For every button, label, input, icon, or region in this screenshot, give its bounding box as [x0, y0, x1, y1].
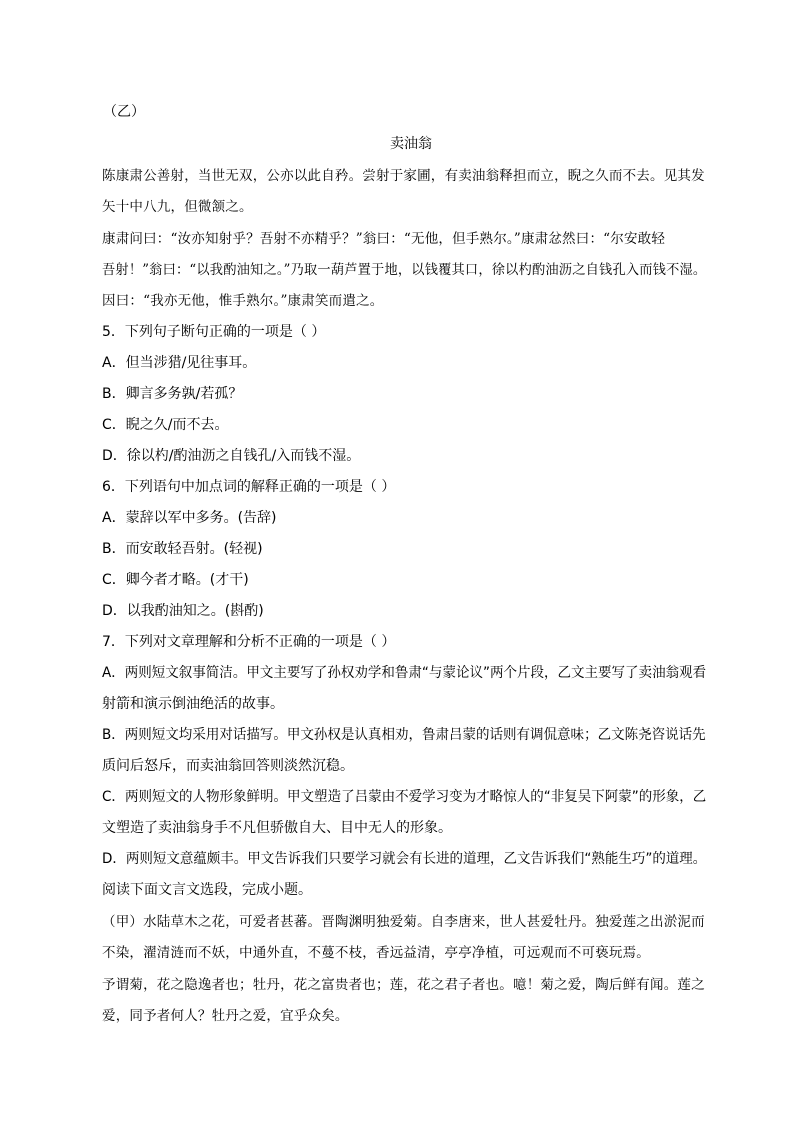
option-line: 文塑造了卖油翁身手不凡但骄傲自大、目中无人的形象。 — [102, 820, 452, 836]
option-line: B．两则短文均采用对话描写。甲文孙权是认真相劝，鲁肃吕蒙的话则有调侃意味；乙文陈尧咨说话先 — [102, 727, 706, 743]
option-line: A．两则短文叙事简洁。甲文主要写了孙权劝学和鲁肃“与蒙论议”两个片段，乙文主要写了卖油翁观看 — [102, 665, 707, 681]
option-line: 射箭和演示倒油绝活的故事。 — [102, 696, 284, 712]
passage-line: 予谓菊，花之隐逸者也；牡丹，花之富贵者也；莲，花之君子者也。噫！菊之爱，陶后鲜有闻。莲之 — [102, 977, 705, 993]
option-line: D．徐以杓/酌油沥之自钱孔/入而钱不湿。 — [102, 448, 361, 464]
option-line: B．而安敢轻吾射。(轻视) — [102, 541, 263, 557]
option-line: B．卿言多务孰/若孤？ — [102, 386, 243, 402]
passage-line: 陈康肃公善射，当世无双，公亦以此自矜。尝射于家圃，有卖油翁释担而立，睨之久而不去。见其发 — [102, 168, 705, 184]
option-line: C．两则短文的人物形象鲜明。甲文塑造了吕蒙由不爱学习变为才略惊人的“非复吴下阿蒙”的形象，乙 — [102, 789, 707, 805]
question-5: 5．下列句子断句正确的一项是（ ） — [102, 324, 326, 340]
option-line: C．睨之久/而不去。 — [102, 417, 229, 433]
passage-line: 吾射！”翁曰：“以我酌油知之。”乃取一葫芦置于地，以钱覆其口，徐以杓酌油沥之自钱孔入而钱不湿。 — [102, 262, 707, 278]
question-6: 6．下列语句中加点词的解释正确的一项是（ ） — [102, 479, 396, 495]
passage-line: （甲）水陆草木之花，可爱者甚蕃。晋陶渊明独爱菊。自李唐来，世人甚爱牡丹。独爱莲之出淤泥而 — [102, 914, 705, 930]
option-line: C．卿今者才略。(才干) — [102, 572, 249, 588]
option-line: A．蒙辞以军中多务。(告辞) — [102, 510, 277, 526]
passage-line: 爱，同予者何人？牡丹之爱，宜乎众矣。 — [102, 1008, 349, 1024]
question-7: 7．下列对文章理解和分析不正确的一项是（ ） — [102, 634, 396, 650]
option-line: A．但当涉猎/见往事耳。 — [102, 355, 257, 371]
passage-line: 矢十中八九，但微颔之。 — [102, 199, 253, 215]
section-label: （乙） — [103, 104, 145, 120]
reading-instruction: 阅读下面文言文选段，完成小题。 — [102, 882, 312, 898]
passage-line: 因曰：“我亦无他，惟手熟尔。”康肃笑而遣之。 — [102, 293, 384, 309]
option-line: D．以我酌油知之。(斟酌) — [102, 603, 264, 619]
option-line: D．两则短文意蕴颇丰。甲文告诉我们只要学习就会有长进的道理，乙文告诉我们“熟能生巧”的道理。 — [102, 851, 707, 867]
option-line: 质问后怒斥，而卖油翁回答则淡然沉稳。 — [102, 758, 354, 774]
passage-line: 康肃问曰：“汝亦知射乎？吾射不亦精乎？”翁曰：“无他，但手熟尔。”康肃忿然曰：“尔安敢轻 — [102, 231, 666, 247]
passage-title: 卖油翁 — [390, 136, 432, 152]
passage-line: 不染，濯清涟而不妖，中通外直，不蔓不枝，香远益清，亭亭净植，可远观而不可亵玩焉。 — [102, 945, 650, 961]
